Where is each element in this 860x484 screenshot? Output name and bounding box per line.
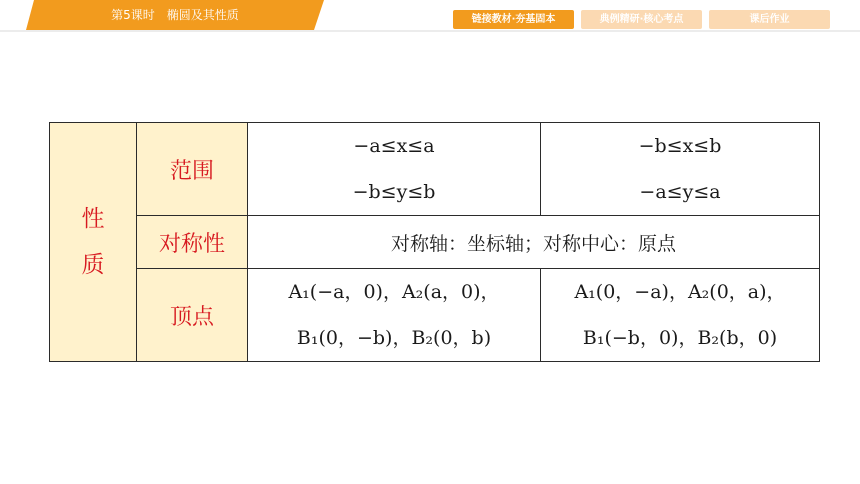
row-label-symmetry: 对称性 — [137, 216, 248, 269]
vertices-b-line-1: A₁(0，−a)，A₂(0，a)， — [574, 281, 786, 303]
lesson-tab — [26, 0, 324, 30]
nav-homework-button[interactable]: 课后作业 — [709, 10, 830, 29]
nav-examples-button[interactable]: 典例精研·核心考点 — [581, 10, 702, 29]
row-label-vertices: 顶点 — [137, 269, 248, 362]
category-cell — [50, 123, 137, 362]
vertices-cell-b — [541, 269, 820, 362]
ellipse-properties-table — [49, 122, 820, 362]
header-divider — [0, 30, 860, 32]
range-a-line-2: −b≤y≤b — [352, 181, 436, 203]
symmetry-cell: 对称轴：坐标轴；对称中心：原点 — [248, 216, 820, 269]
top-bar — [0, 0, 860, 34]
category-char-1: 性 — [81, 206, 105, 232]
vertices-a-line-1: A₁(−a，0)，A₂(a，0)， — [288, 281, 500, 303]
row-label-range: 范围 — [137, 123, 248, 216]
vertices-a-line-2: B₁(0，−b)，B₂(0，b) — [296, 327, 492, 349]
lesson-title: 第5课时 椭圆及其性质 — [111, 8, 239, 22]
range-cell-b — [541, 123, 820, 216]
nav-textbook-button[interactable]: 链接教材·夯基固本 — [453, 10, 574, 29]
range-b-line-2: −a≤y≤a — [639, 181, 721, 203]
range-a-line-1: −a≤x≤a — [353, 135, 435, 157]
range-b-line-1: −b≤x≤b — [638, 135, 722, 157]
category-char-2: 质 — [81, 252, 105, 278]
range-cell-a — [248, 123, 541, 216]
vertices-cell-a — [248, 269, 541, 362]
vertices-b-line-2: B₁(−b，0)，B₂(b，0) — [582, 327, 778, 349]
